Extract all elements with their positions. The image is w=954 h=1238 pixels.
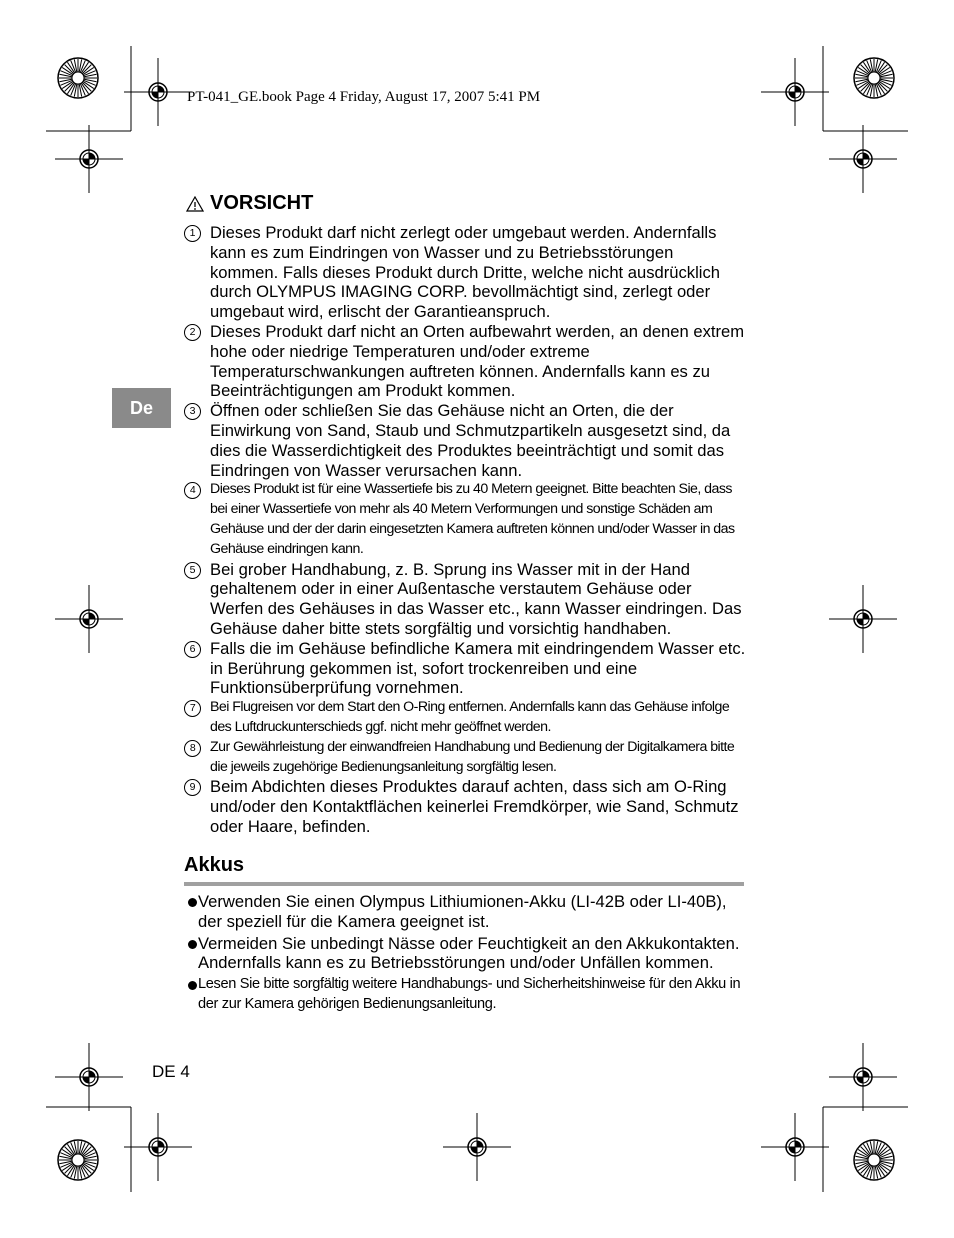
item-text: Zur Gewährleistung der einwandfreien Handhabung und Bedienung der Digitalkamera bitte die jeweils zugehörige Bedienungsanleitung sorgfältig lesen.: [210, 738, 735, 775]
item-number: 7: [184, 700, 201, 717]
item-text: Bei grober Handhabung, z. B. Sprung ins Wasser mit in der Hand gehaltenem oder in einer Außentasche verstautem Gehäuse oder Werfen des Gehäuses in das Wasser etc., kann Wasser eindringen. Das Gehäuse daher bitte stets sorgfältig und vorsichtig handhaben.: [210, 559, 742, 638]
item-number: 9: [184, 779, 201, 796]
page-number: DE 4: [152, 1062, 190, 1081]
caution-list: [184, 223, 746, 837]
list-item: [184, 223, 746, 322]
item-text: Dieses Produkt ist für eine Wassertiefe bis zu 40 Metern geeignet. Bitte beachten Sie, dass bei einer Wassertiefe von mehr als 40 Metern Verformungen und sonstige Schäden am Gehäuse und der der darin eingesetzten Kamera auftreten können und/oder Wasser in das Gehäuse eindringen kann.: [210, 481, 735, 557]
battery-section-title: Akkus: [184, 854, 245, 876]
item-number: 8: [184, 740, 201, 757]
bullet-dot-icon: [188, 981, 197, 990]
item-text: Bei Flugreisen vor dem Start den O-Ring entfernen. Andernfalls kann das Gehäuse infolge des Luftdruckunterschieds ggf. nicht mehr geöffnet werden.: [210, 699, 730, 735]
list-item: [187, 975, 747, 1015]
item-number: 1: [184, 225, 201, 242]
warning-triangle-icon: [186, 196, 204, 212]
list-item: [184, 322, 746, 401]
battery-bullets: [187, 892, 747, 1017]
item-text: Beim Abdichten dieses Produktes darauf achten, dass sich am O-Ring und/oder den Kontaktflächen keinerlei Fremdkörper, wie Sand, Schmutz oder Haare, befinden.: [210, 777, 739, 836]
bullet-text: Verwenden Sie einen Olympus Lithiumionen-Akku (LI-42B oder LI-40B), der speziell für die Kamera geeignet ist.: [198, 892, 727, 931]
section-divider: [184, 882, 744, 886]
list-item: [184, 777, 746, 836]
list-item: [184, 560, 746, 639]
item-text: Öffnen oder schließen Sie das Gehäuse nicht an Orten, die der Einwirkung von Sand, Staub und Schmutzpartikeln ausgesetzt sind, da dies die Wasserdichtigkeit des Produktes beeinträchtigt und somit das Eindringen von Wasser verursachen kann.: [210, 401, 731, 480]
item-number: 3: [184, 403, 201, 420]
language-tab: De: [112, 388, 171, 428]
list-item: [187, 892, 747, 932]
bullet-dot-icon: [188, 940, 197, 949]
item-number: 6: [184, 641, 201, 658]
list-item: [184, 401, 746, 480]
caution-heading: [186, 192, 313, 215]
item-text: Falls die im Gehäuse befindliche Kamera mit eindringendem Wasser etc. in Berührung gekommen ist, sofort trockenreiben und eine Funktionsüberprüfung vornehmen.: [210, 638, 746, 698]
item-number: 5: [184, 562, 201, 579]
bullet-text: Vermeiden Sie unbedingt Nässe oder Feuchtigkeit an den Akkukontakten. Andernfalls kann es zu Betriebsstörungen und/oder Unfällen kommen.: [198, 933, 740, 973]
list-item: [184, 480, 746, 559]
bullet-text: Lesen Sie bitte sorgfältig weitere Handhabungs- und Sicherheitshinweise für den Akku in der zur Kamera gehörigen Bedienungsanleitung.: [198, 976, 741, 1012]
caution-title: VORSICHT: [210, 192, 314, 214]
list-item: [184, 698, 746, 738]
item-text: Dieses Produkt darf nicht an Orten aufbewahrt werden, an denen extrem hohe oder niedrige Temperaturen und/oder extreme Temperaturschwankungen auftreten können. Andernfalls kann es zu Beeinträchtigungen am Produkt kommen.: [210, 321, 745, 401]
list-item: [187, 934, 747, 974]
print-header: PT-041_GE.book Page 4 Friday, August 17, 2007 5:41 PM: [187, 89, 541, 105]
item-number: 2: [184, 324, 201, 341]
item-number: 4: [184, 482, 201, 499]
bullet-dot-icon: [188, 898, 197, 907]
item-text: Dieses Produkt darf nicht zerlegt oder umgebaut werden. Andernfalls kann es zum Eindringen von Wasser und zu Betriebsstörungen kommen. Falls dieses Produkt durch Dritte, welche nicht ausdrücklich durch OLYMPUS IMAGING CORP. bevollmächtigt sind, zerlegt oder umgebaut wird, erlischt der Garantieanspruch.: [210, 223, 721, 322]
list-item: [184, 738, 746, 778]
list-item: [184, 639, 746, 698]
